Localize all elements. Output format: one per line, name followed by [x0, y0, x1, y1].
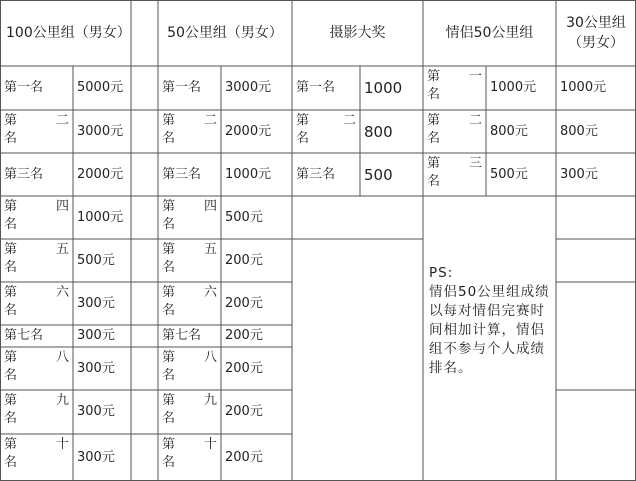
km100-rank-8: 第 八 名: [4, 350, 69, 383]
km100-rank-2: 第 二 名: [4, 113, 69, 146]
km100-prize-2: 3000元: [77, 123, 124, 139]
km50-prize-1: 3000元: [225, 80, 272, 95]
km50-prize-6: 200元: [225, 295, 263, 311]
km50-rank-9: 第 九 名: [162, 393, 217, 426]
km100-rank-1: 第一名: [4, 80, 44, 95]
km100-prize-8: 300元: [77, 360, 115, 376]
km100-prize-1: 5000元: [77, 80, 124, 95]
km50-rank-3: 第三名: [162, 166, 202, 182]
km100-prize-10: 300元: [77, 449, 115, 465]
header-50km: 50公里组（男女）: [167, 24, 283, 41]
km50-prize-7: 200元: [225, 328, 263, 343]
km100-rank-9: 第 九 名: [4, 393, 69, 426]
photo-prize-1: 1000: [364, 79, 403, 97]
couple-rank-3: 第 三 名: [427, 156, 482, 189]
couple-prize-1: 1000元: [490, 80, 537, 95]
km100-rank-3: 第三名: [4, 166, 44, 182]
couple-note: PS: 情侣50公里组成绩以每对情侣完赛时间相加计算，情侣组不参与个人成绩排名。: [429, 265, 550, 376]
header-photo-award: 摄影大奖: [329, 24, 386, 41]
photo-rank-3: 第三名: [296, 166, 336, 182]
km50-prize-3: 1000元: [225, 166, 272, 182]
km50-rank-4: 第 四 名: [162, 199, 217, 232]
header-100km: 100公里组（男女）: [6, 24, 131, 41]
km50-rank-10: 第 十 名: [162, 437, 217, 470]
km100-prize-3: 2000元: [77, 166, 124, 182]
couple-rank-2: 第 二 名: [427, 113, 482, 146]
km100-rank-10: 第 十 名: [4, 437, 69, 470]
photo-rank-2: 第 二 名: [296, 113, 356, 146]
km50-rank-7: 第七名: [162, 328, 202, 343]
km50-prize-2: 2000元: [225, 123, 272, 139]
km50-rank-2: 第 二 名: [162, 113, 217, 146]
couple-rank-1: 第 一 名: [427, 69, 482, 102]
km50-rank-6: 第 六 名: [162, 285, 217, 318]
km100-rank-7: 第七名: [4, 328, 44, 343]
km30-prize-2: 800元: [560, 123, 598, 139]
km100-prize-9: 300元: [77, 404, 115, 419]
km50-rank-8: 第 八 名: [162, 350, 217, 383]
km100-rank-5: 第 五 名: [4, 242, 69, 275]
photo-rank-1: 第一名: [296, 80, 336, 95]
header-couple-50km: 情侣50公里组: [445, 24, 534, 41]
km50-prize-4: 500元: [225, 209, 263, 225]
couple-prize-2: 800元: [490, 123, 528, 139]
km50-rank-5: 第 五 名: [162, 242, 217, 275]
km30-prize-1: 1000元: [560, 80, 607, 95]
photo-prize-3: 500: [364, 165, 393, 184]
header-30km: 30公里组（男女）: [566, 15, 626, 51]
photo-prize-2: 800: [364, 122, 393, 141]
couple-prize-3: 500元: [490, 166, 528, 182]
km100-prize-5: 500元: [77, 252, 115, 268]
km100-prize-4: 1000元: [77, 209, 124, 225]
km100-prize-6: 300元: [77, 295, 115, 311]
km50-prize-9: 200元: [225, 404, 263, 419]
km50-prize-8: 200元: [225, 360, 263, 376]
km30-prize-3: 300元: [560, 166, 598, 182]
km50-prize-5: 200元: [225, 252, 263, 268]
km100-prize-7: 300元: [77, 328, 115, 343]
km50-prize-10: 200元: [225, 449, 263, 465]
km50-rank-1: 第一名: [162, 80, 202, 95]
km100-rank-4: 第 四 名: [4, 199, 69, 232]
km100-rank-6: 第 六 名: [4, 285, 69, 318]
